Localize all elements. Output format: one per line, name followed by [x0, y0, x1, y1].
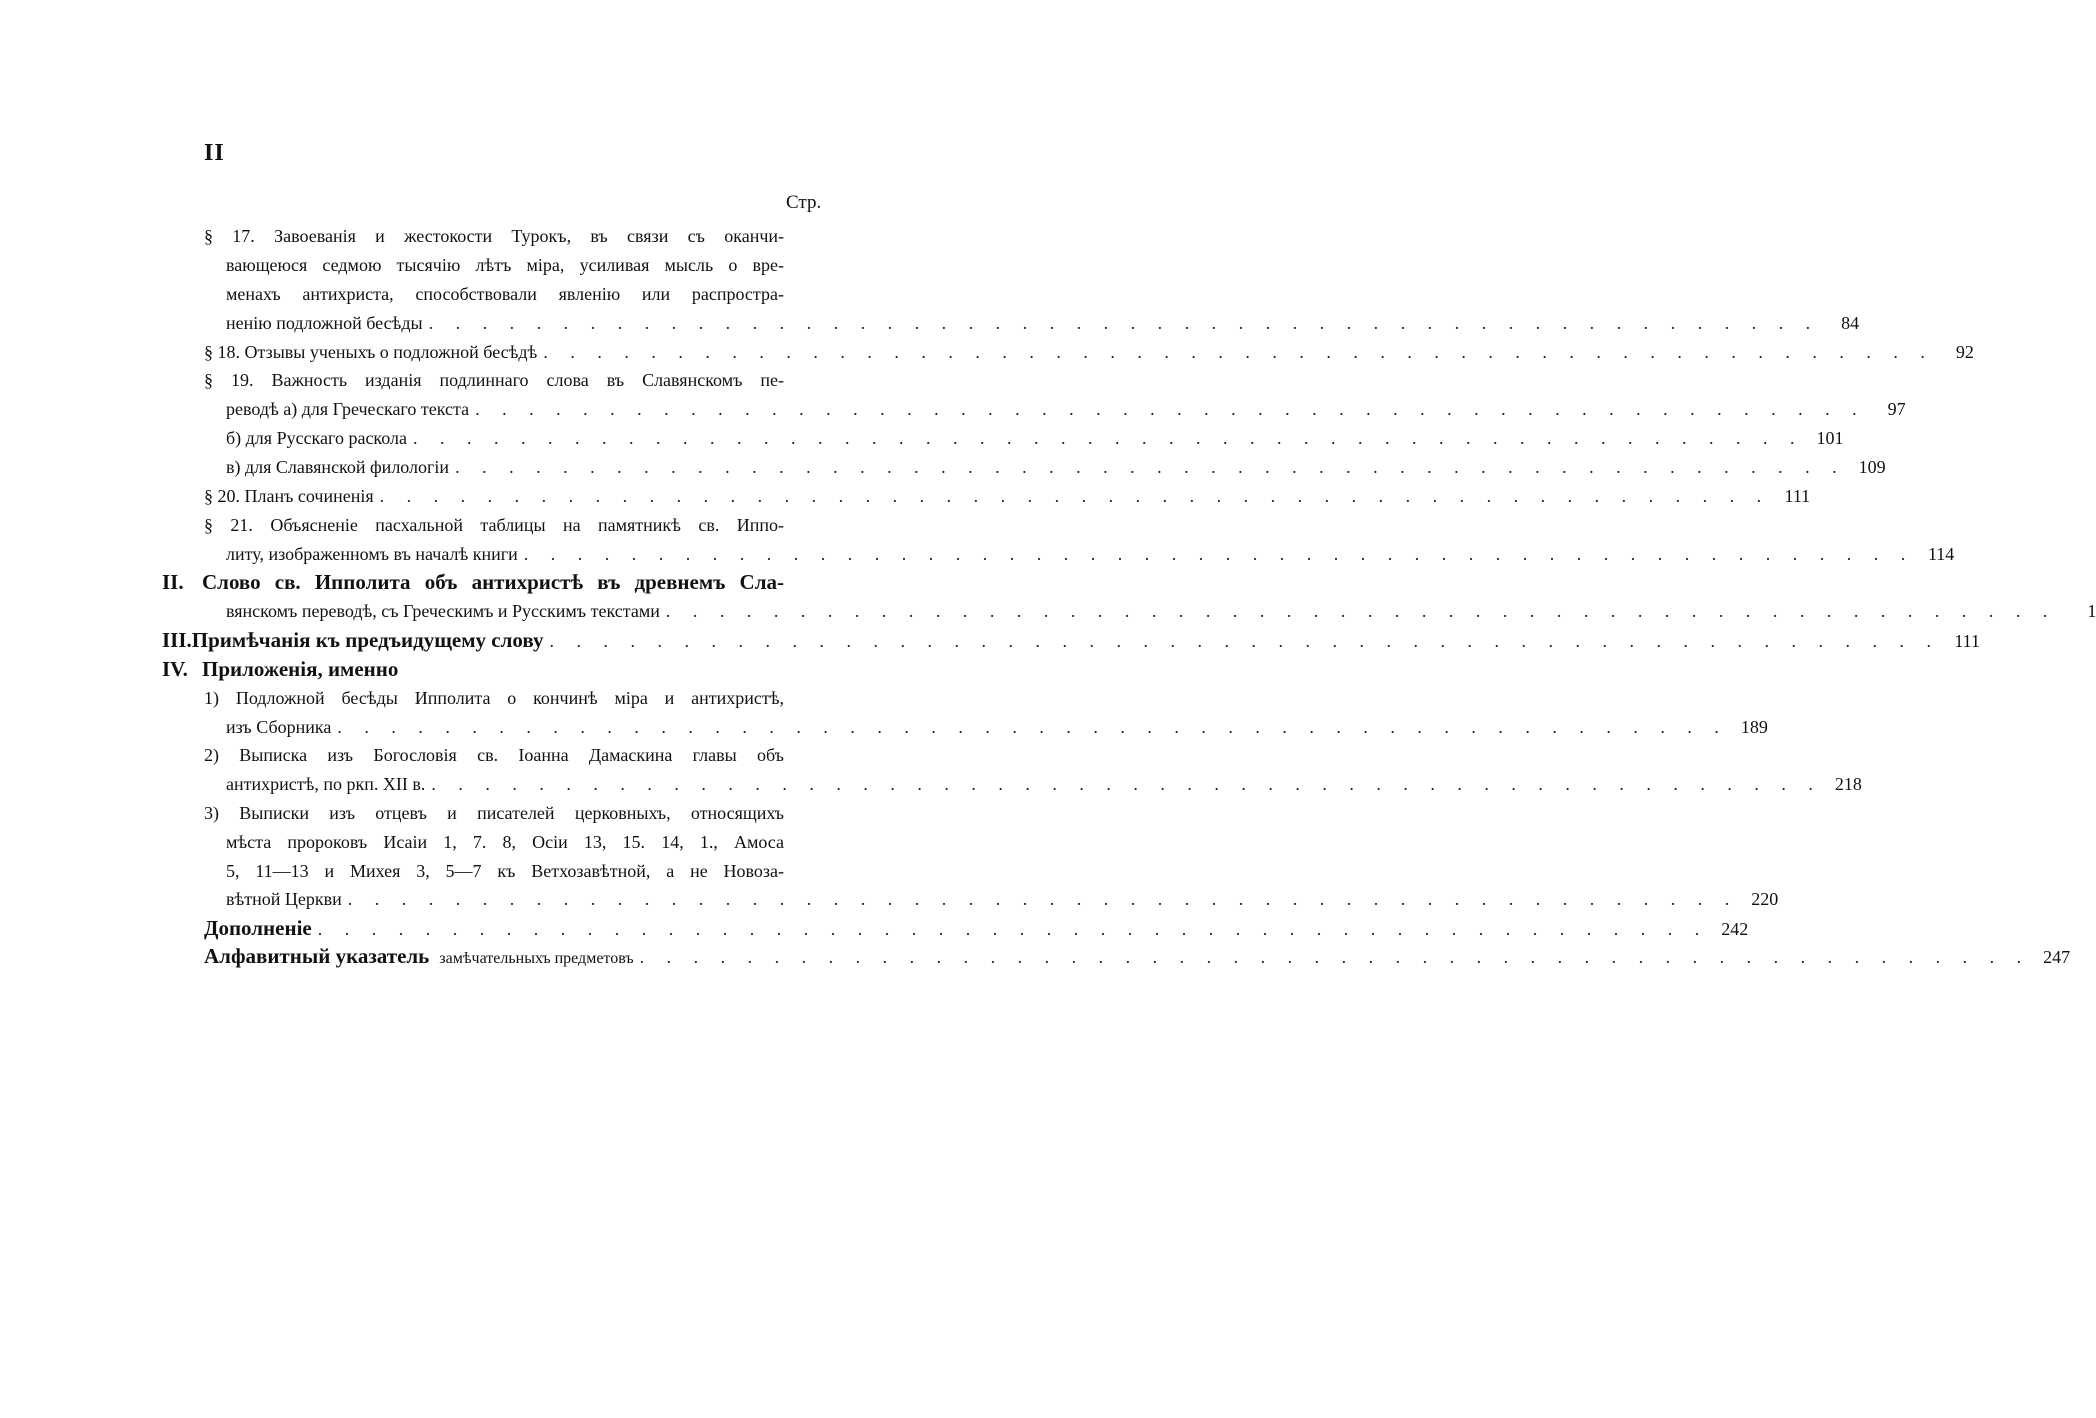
page-ref: 111: [1784, 486, 1811, 506]
dot-leader: . . . . . . . . . . . . . . . . . . . . . . . . . . . . . . . . . . . . . . . . . . . . . . . . . . . .: [455, 457, 1846, 477]
dot-leader: . . . . . . . . . . . . . . . . . . . . . . . . . . . . . . . . . . . . . . . . . . . . . . . . . . . .: [431, 774, 1822, 794]
toc-entry-s19-line2: реводѣ а) для Греческаго текста . . . . . . . . . . . . . . . . . . . . . . . . . . . . . . . . . . . . . . . . . . . . . . . . . . . . 97: [226, 395, 822, 424]
part-numeral: III.: [162, 628, 192, 652]
toc-part-3: III. Примѣчанія къ предъидущему слову . . . . . . . . . . . . . . . . . . . . . . . . . . . . . . . . . . . . . . . . . . . . . . . . . . . . 111: [162, 626, 822, 655]
dot-leader: . . . . . . . . . . . . . . . . . . . . . . . . . . . . . . . . . . . . . . . . . . . . . . . . . . . .: [347, 889, 1739, 909]
toc-appendix-2-line1: 2) Выписка изъ Богословія св. Іоанна Дамаскина главы объ: [204, 745, 784, 765]
page-ref: 109: [1858, 457, 1886, 477]
toc-part-2-line1: II. Слово св. Ипполита объ антихристѣ въ древнемъ Сла-: [162, 568, 784, 597]
toc-appendix-2-line2: антихристѣ, по ркп. XII в. . . . . . . . . . . . . . . . . . . . . . . . . . . . . . . . . . . . . . . . . . . . . . . . . . . . . 218: [226, 770, 822, 799]
dot-leader: . . . . . . . . . . . . . . . . . . . . . . . . . . . . . . . . . . . . . . . . . . . . . . . . . . . .: [337, 717, 1728, 737]
page-ref: 84: [1841, 313, 1860, 333]
dot-leader: . . . . . . . . . . . . . . . . . . . . . . . . . . . . . . . . . . . . . . . . . . . . . . . . . . . .: [413, 428, 1804, 448]
page-ref: 101: [1816, 428, 1844, 448]
toc-entry-s21-line2: литу, изображенномъ въ началѣ книги . . . . . . . . . . . . . . . . . . . . . . . . . . . . . . . . . . . . . . . . . . . . . . . . . . . . 114: [226, 540, 822, 569]
toc-entry-s20: § 20. Планъ сочиненія . . . . . . . . . . . . . . . . . . . . . . . . . . . . . . . . . . . . . . . . . . . . . . . . . . . . 111: [204, 482, 822, 511]
part-numeral: II.: [162, 570, 184, 594]
page-ref: 92: [1955, 342, 1974, 362]
dot-leader: . . . . . . . . . . . . . . . . . . . . . . . . . . . . . . . . . . . . . . . . . . . . . . . . . . . .: [523, 544, 1915, 564]
page-ref: 242: [1721, 919, 1749, 939]
toc-entry-s19-line1: § 19. Важность изданія подлиннаго слова въ Славянскомъ пе-: [204, 370, 784, 390]
toc-entry-s21-line1: § 21. Объясненіе пасхальной таблицы на памятникѣ св. Иппо-: [204, 515, 784, 535]
toc-appendix-1-line2: изъ Сборника . . . . . . . . . . . . . . . . . . . . . . . . . . . . . . . . . . . . . . . . . . . . . . . . . . . . 189: [226, 713, 822, 742]
part-numeral: IV.: [162, 657, 188, 681]
page-ref: 1: [2087, 601, 2096, 621]
dot-leader: . . . . . . . . . . . . . . . . . . . . . . . . . . . . . . . . . . . . . . . . . . . . . . . . . . . .: [665, 601, 2057, 621]
toc-appendix-3-line4: вѣтной Церкви . . . . . . . . . . . . . . . . . . . . . . . . . . . . . . . . . . . . . . . . . . . . . . . . . . . . 220: [226, 885, 822, 914]
toc-entry-s19-line3: б) для Русскаго раскола . . . . . . . . . . . . . . . . . . . . . . . . . . . . . . . . . . . . . . . . . . . . . . . . . . . . 101: [226, 424, 822, 453]
toc-entry-s18: § 18. Отзывы ученыхъ о подложной бесѣдѣ . . . . . . . . . . . . . . . . . . . . . . . . . . . . . . . . . . . . . . . . . . . . . . . . . . . . 92: [204, 338, 822, 367]
toc-appendix-3-line2: мѣста пророковъ Исаіи 1, 7. 8, Осіи 13, 15. 14, 1., Амоса: [226, 832, 784, 852]
toc-part-4: IV. Приложенія, именно: [162, 655, 822, 684]
toc-entry-s17-line1: § 17. Завоеванія и жестокости Турокъ, въ связи съ оканчи-: [204, 226, 784, 246]
page-ref: 189: [1740, 717, 1768, 737]
toc-entry-s17-line3: менахъ антихриста, способствовали явленію или распростра-: [226, 284, 784, 304]
toc-appendix-3-line1: 3) Выписки изъ отцевъ и писателей церковныхъ, относящихъ: [204, 803, 784, 823]
dot-leader: . . . . . . . . . . . . . . . . . . . . . . . . . . . . . . . . . . . . . . . . . . . . . . . . . . . .: [549, 631, 1941, 651]
page-number: II: [204, 140, 225, 166]
page-ref: 247: [2043, 947, 2071, 967]
dot-leader: . . . . . . . . . . . . . . . . . . . . . . . . . . . . . . . . . . . . . . . . . . . . . . . . . . . .: [379, 486, 1771, 506]
toc-index: Алфавитный указатель замѣчательныхъ предметовъ . . . . . . . . . . . . . . . . . . . . . . . . . . . . . . . . . . . . . . . . . . . . . . . . . . . . 247: [204, 942, 822, 971]
toc-part-2-line2: вянскомъ переводѣ, съ Греческимъ и Русскимъ текстами . . . . . . . . . . . . . . . . . . . . . . . . . . . . . . . . . . . . . . . . . . . . . . . . . . . . 1: [226, 597, 822, 626]
page-ref: 97: [1887, 399, 1906, 419]
toc-entry-s17-line2: вающеюся седмою тысячію лѣтъ міра, усиливая мысль о вре-: [226, 255, 784, 275]
page-ref: 114: [1927, 544, 1955, 564]
toc-entry-s19-line4: в) для Славянской филологіи . . . . . . . . . . . . . . . . . . . . . . . . . . . . . . . . . . . . . . . . . . . . . . . . . . . . 109: [226, 453, 822, 482]
dot-leader: . . . . . . . . . . . . . . . . . . . . . . . . . . . . . . . . . . . . . . . . . . . . . . . . . . . .: [639, 947, 2031, 967]
dot-leader: . . . . . . . . . . . . . . . . . . . . . . . . . . . . . . . . . . . . . . . . . . . . . . . . . . . .: [475, 399, 1866, 419]
dot-leader: . . . . . . . . . . . . . . . . . . . . . . . . . . . . . . . . . . . . . . . . . . . . . . . . . . . .: [428, 313, 1820, 333]
page-ref: 220: [1751, 889, 1779, 909]
toc-entry-s17-line4: ненію подложной бесѣды . . . . . . . . . . . . . . . . . . . . . . . . . . . . . . . . . . . . . . . . . . . . . . . . . . . . 84: [226, 309, 822, 338]
toc-appendix-1-line1: 1) Подложной бесѣды Ипполита о кончинѣ міра и антихристѣ,: [204, 688, 784, 708]
page-ref: 111: [1954, 631, 1981, 651]
page-ref: 218: [1834, 774, 1862, 794]
toc-supplement: Дополненіе . . . . . . . . . . . . . . . . . . . . . . . . . . . . . . . . . . . . . . . . . . . . . . . . . . . . 242: [204, 914, 822, 943]
dot-leader: . . . . . . . . . . . . . . . . . . . . . . . . . . . . . . . . . . . . . . . . . . . . . . . . . . . .: [317, 919, 1709, 939]
toc-appendix-3-line3: 5, 11—13 и Михея 3, 5—7 къ Ветхозавѣтной, а не Новоза-: [226, 861, 784, 881]
page-column-header: Стр.: [786, 192, 822, 213]
dot-leader: . . . . . . . . . . . . . . . . . . . . . . . . . . . . . . . . . . . . . . . . . . . . . . . . . . . .: [543, 342, 1934, 362]
